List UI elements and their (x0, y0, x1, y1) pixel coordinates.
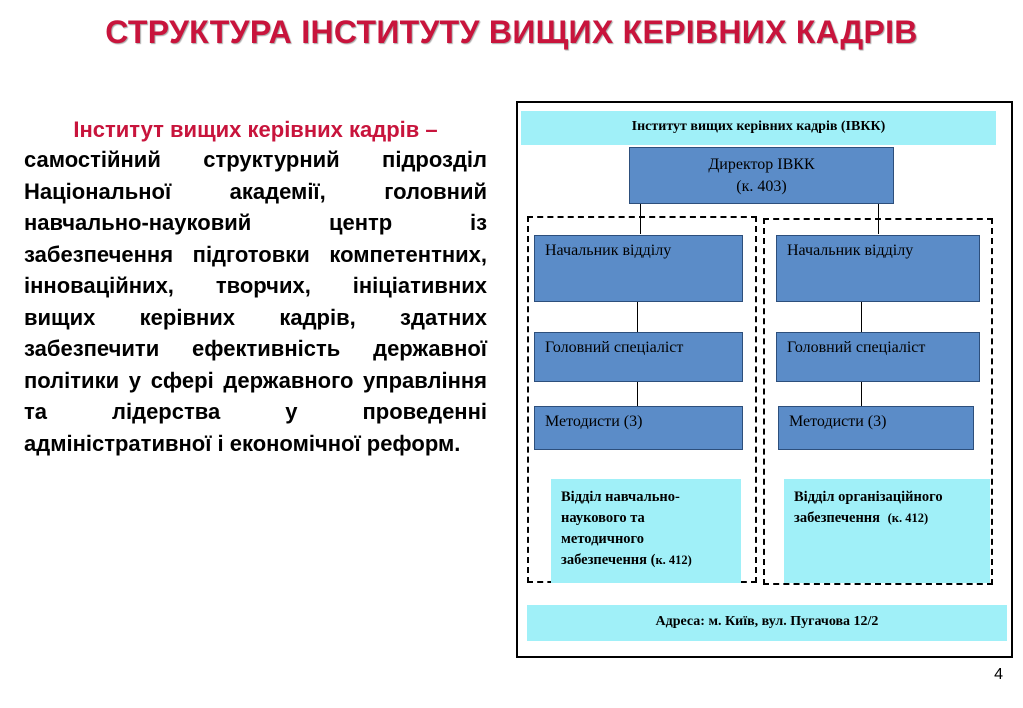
left-dept-room: к. 412) (655, 553, 692, 567)
page-number: 4 (994, 666, 1003, 683)
description-block (24, 116, 487, 459)
right-specialist-label: Головний спеціаліст (787, 339, 926, 356)
left-head-label: Начальник відділу (545, 242, 672, 259)
left-head-box (534, 235, 743, 302)
org-chart-header-text: Інститут вищих керівних кадрів (ІВКК) (631, 119, 886, 134)
org-chart-header (521, 111, 996, 145)
address-text: Адреса: м. Київ, вул. Пугачова 12/2 (655, 614, 879, 629)
left-specialist-box (534, 332, 743, 382)
left-connector-2 (637, 382, 638, 406)
right-specialist-box (776, 332, 980, 382)
left-methodists-label: Методисти (3) (545, 413, 643, 430)
description-heading: Інститут вищих керівних кадрів – (73, 117, 438, 142)
left-dept-box (551, 479, 741, 583)
right-head-label: Начальник відділу (787, 242, 914, 259)
director-title: Директор ІВКК (708, 156, 815, 173)
slide-title: СТРУКТУРА ІНСТИТУТУ ВИЩИХ КЕРІВНИХ КАДРІВ (105, 14, 918, 50)
right-methodists-box (778, 406, 974, 450)
left-dept-label: Відділ навчально-наукового та методичного забезпечення ( (561, 489, 680, 568)
director-box (629, 147, 894, 204)
director-room: (к. 403) (736, 178, 787, 195)
right-connector-1 (861, 302, 862, 332)
right-head-box (776, 235, 980, 302)
right-methodists-label: Методисти (3) (789, 413, 887, 430)
left-connector-1 (637, 302, 638, 332)
right-dept-box (784, 479, 990, 583)
address-bar (527, 605, 1007, 641)
left-methodists-box (534, 406, 743, 450)
right-dept-room: (к. 412) (887, 511, 929, 525)
right-dept-label: Відділ організаційного забезпечення (794, 489, 943, 526)
left-specialist-label: Головний спеціаліст (545, 339, 684, 356)
description-body: самостійний структурний підрозділ Національної академії, головний навчально-науковий центр із забезпечення підготовки компетентних, інноваційних, творчих, ініціативних вищих керівних кадрів, здатних забезпечити ефективність державної політики у сфері державного управління та лідерства у проведенні адміністративної і економічної реформ. (24, 147, 487, 456)
right-connector-2 (861, 382, 862, 406)
